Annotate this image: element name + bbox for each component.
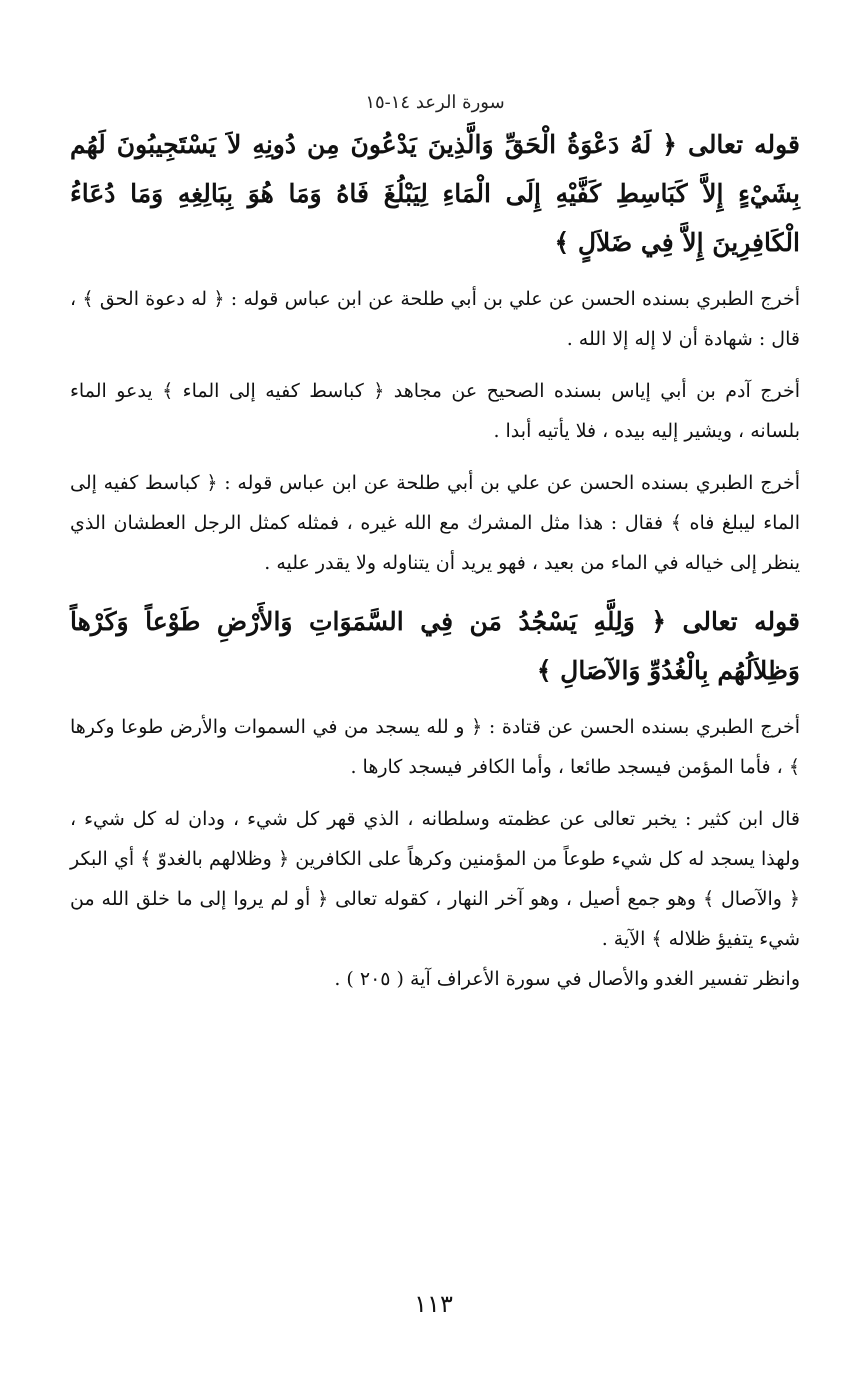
paragraph-2: أخرج آدم بن أبي إياس بسنده الصحيح عن مجاهد ﴿ كباسط كفيه إلى الماء ﴾ يدعو الماء بلسانه ، ويشير إليه بيده ، فلا يأتيه أبدا . [70,380,800,442]
document-page [70,90,800,999]
verse-heading-2: قوله تعالى ﴿ وَلِلَّهِ يَسْجُدُ مَن فِي السَّمَوَاتِ وَالأَرْضِ طَوْعاً وَكَرْهاً وَظِلاَلُهُم بِالْغُدُوِّ وَالآصَالِ ﴾ [70,607,800,685]
paragraph-6: وانظر تفسير الغدو والأصال في سورة الأعراف آية ( ٢٠٥ ) . [334,968,800,990]
paragraph-1: أخرج الطبري بسنده الحسن عن علي بن أبي طلحة عن ابن عباس قوله : ﴿ له دعوة الحق ﴾ ، قال : شهادة أن لا إله إلا الله . [70,288,800,350]
verse-heading-1: قوله تعالى ﴿ لَهُ دَعْوَةُ الْحَقِّ وَالَّذِينَ يَدْعُونَ مِن دُونِهِ لاَ يَسْتَجِيبُونَ لَهُم بِشَيْءٍ إِلاَّ كَبَاسِطِ كَفَّيْهِ إِلَى الْمَاءِ لِيَبْلُغَ فَاهُ وَمَا هُوَ بِبَالِغِهِ وَمَا دُعَاءُ الْكَافِرِينَ إِلاَّ فِي ضَلاَلٍ ﴾ [70,130,800,257]
page-number: ١١٣ [414,1290,453,1318]
paragraph-4: أخرج الطبري بسنده الحسن عن قتادة : ﴿ و لله يسجد من في السموات والأرض طوعا وكرها ﴾ ، فأما المؤمن فيسجد طائعا ، وأما الكافر فيسجد كارها . [70,716,800,778]
running-header: سورة الرعد ١٤-١٥ [365,92,505,113]
paragraph-5: قال ابن كثير : يخبر تعالى عن عظمته وسلطانه ، الذي قهر كل شيء ، ودان له كل شيء ، ولهذا يسجد له كل شيء طوعاً من المؤمنين وكرهاً على الكافرين ﴿ وظلالهم بالغدوّ ﴾ أي البكر ﴿ والآصال ﴾ وهو جمع أصيل ، وهو آخر النهار ، كقوله تعالى ﴿ أو لم يروا إلى ما خلق الله من شيء يتفيؤ ظلاله ﴾ الآية . [70,808,800,950]
paragraph-3: أخرج الطبري بسنده الحسن عن علي بن أبي طلحة عن ابن عباس قوله : ﴿ كباسط كفيه إلى الماء ليبلغ فاه ﴾ فقال : هذا مثل المشرك مع الله غيره ، فمثله كمثل الرجل العطشان الذي ينظر إلى خياله في الماء من بعيد ، فهو يريد أن يتناوله ولا يقدر عليه . [70,472,800,574]
